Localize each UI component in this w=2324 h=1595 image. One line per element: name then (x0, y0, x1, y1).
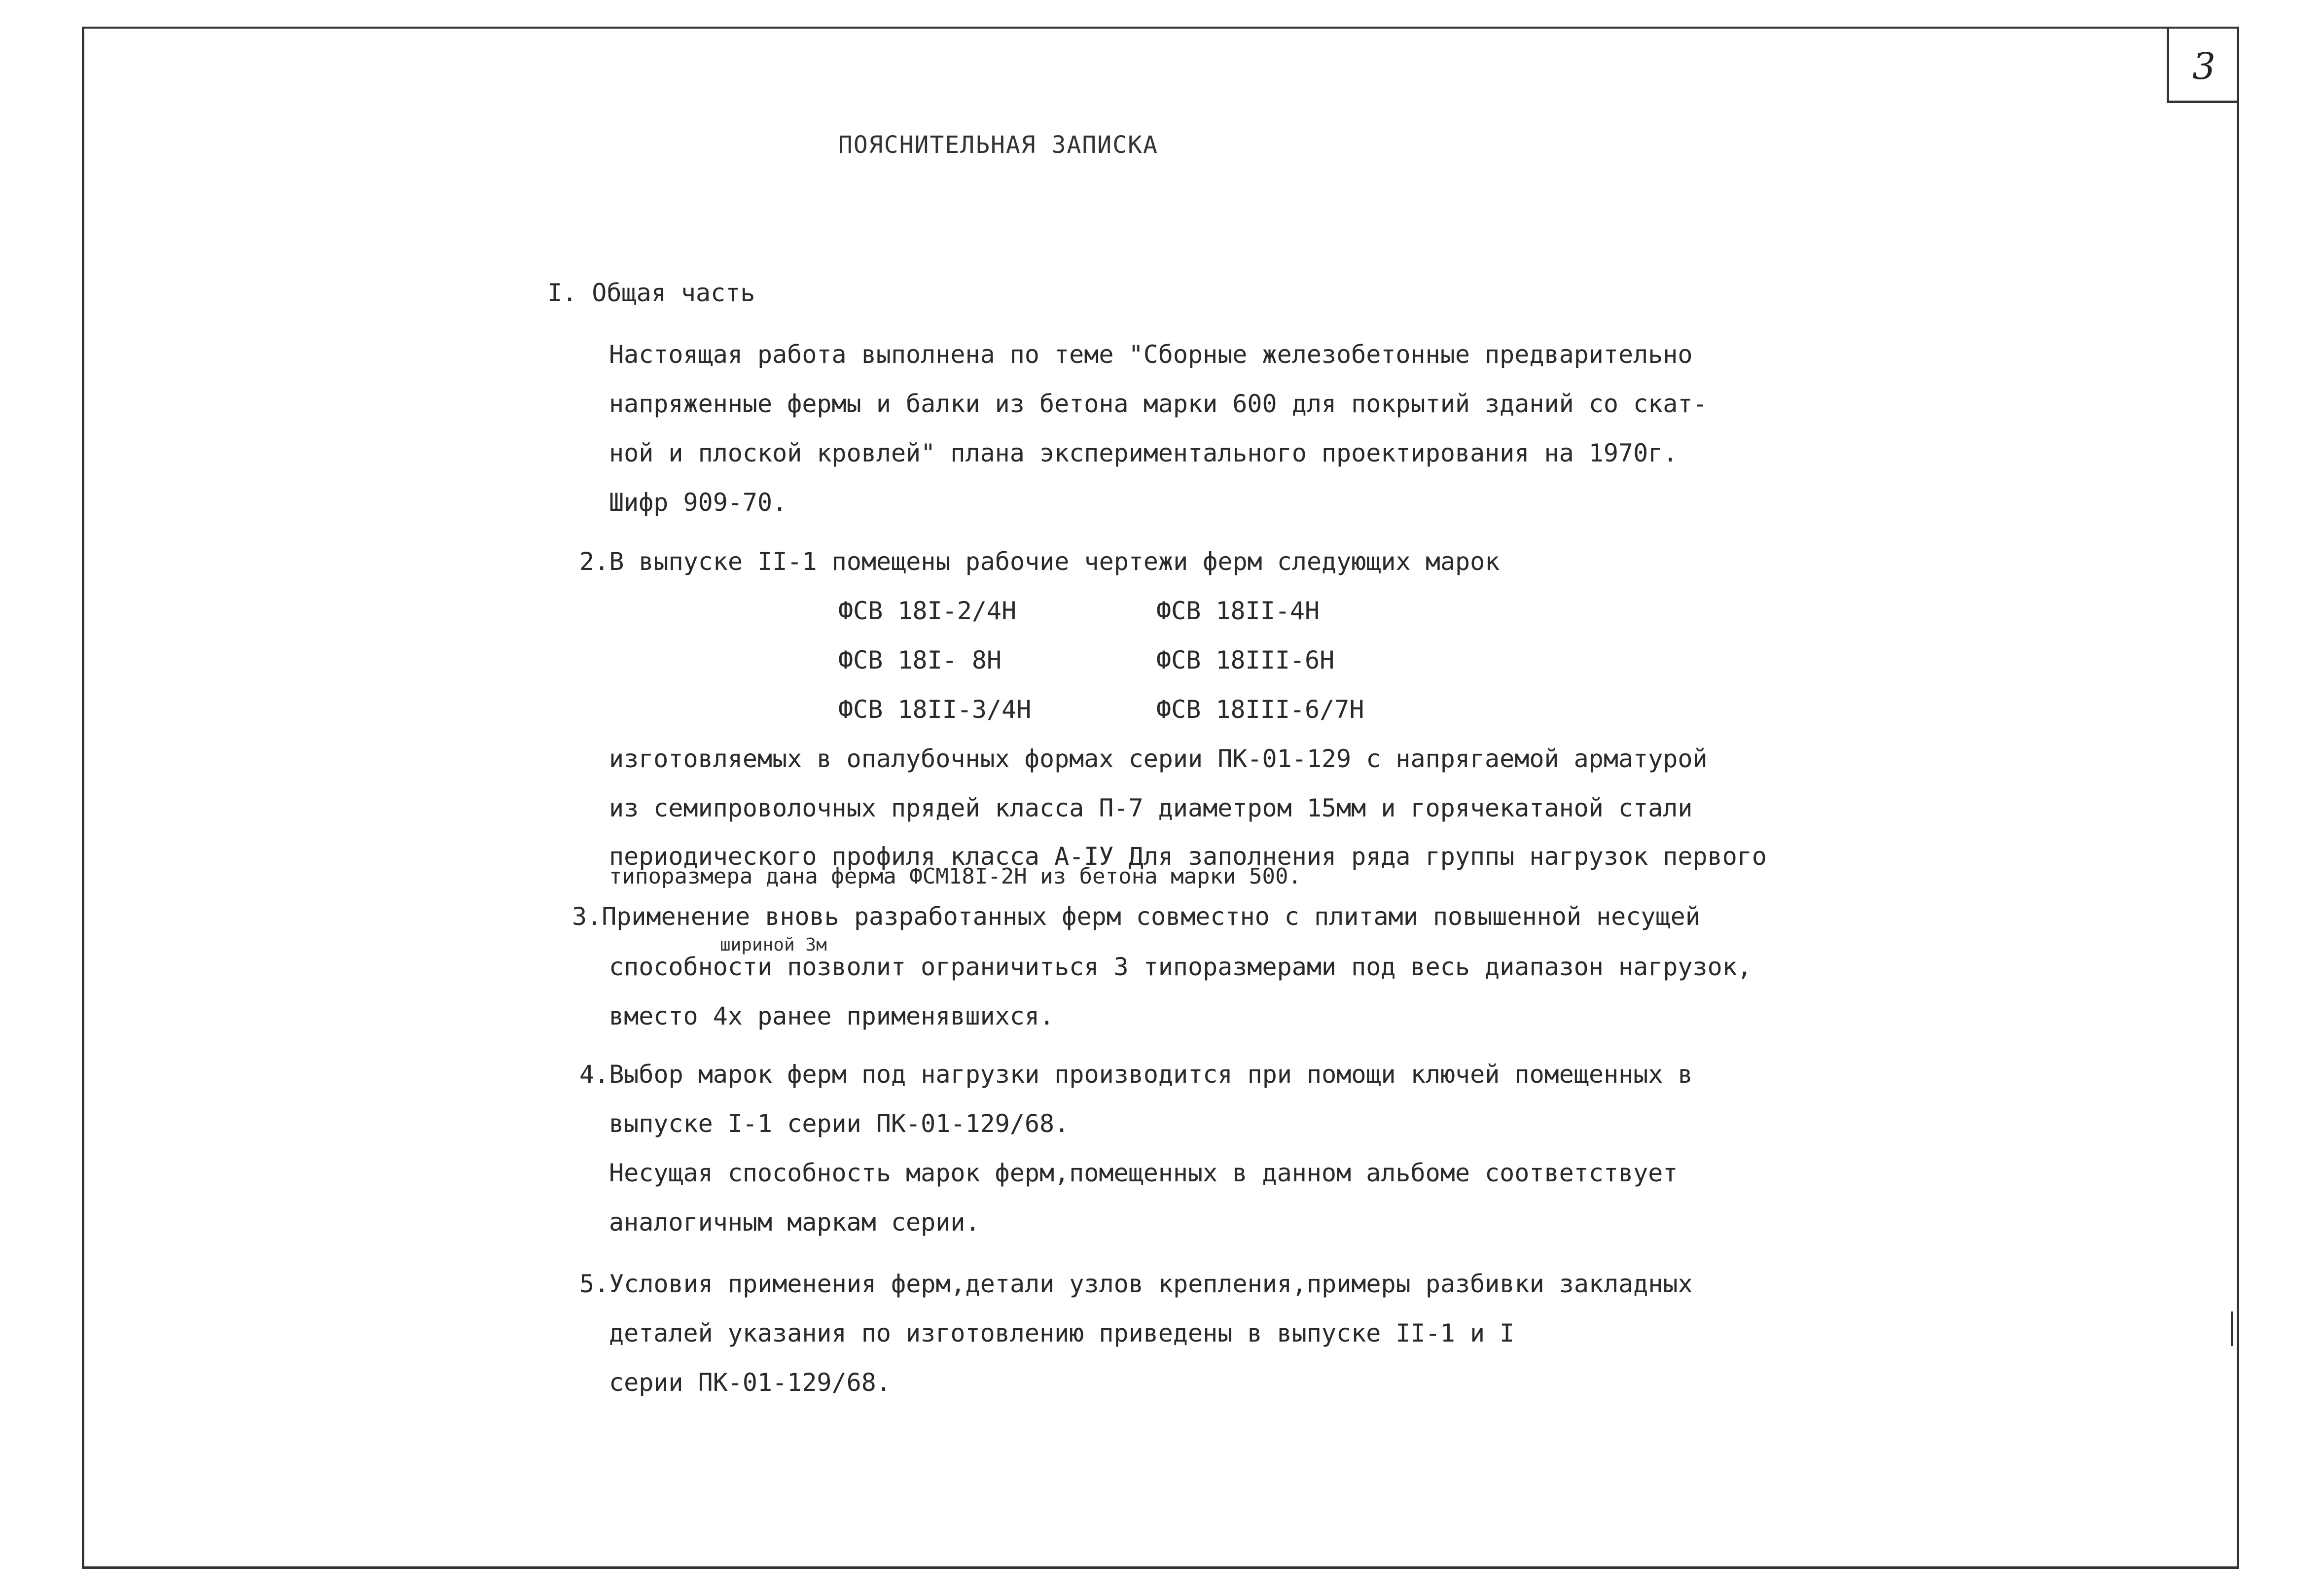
section-2-line-3: периодического профиля класса А-IУ Для заполнения ряда группы нагрузок первого (609, 842, 1767, 871)
section-5-line-1: 5.Условия применения ферм,детали узлов крепления,примеры разбивки закладных (579, 1270, 1693, 1298)
section-1-heading: I. Общая часть (547, 279, 755, 307)
truss-mark: ФСВ 18I-2/4Н (838, 597, 1017, 625)
section-4-line-4: аналогичным маркам серии. (609, 1208, 980, 1237)
truss-mark: ФСВ 18II-3/4Н (838, 695, 1032, 724)
section-4-line-1: 4.Выбор марок ферм под нагрузки производится при помощи ключей помещенных в (579, 1060, 1693, 1089)
document-title: ПОЯСНИТЕЛЬНАЯ ЗАПИСКА (838, 131, 1158, 159)
section-4-line-3: Несущая способность марок ферм,помещенных в данном альбоме соответствует (609, 1159, 1678, 1187)
section-1-line-4: Шифр 909-70. (609, 488, 787, 517)
truss-mark: ФСВ 18III-6Н (1156, 646, 1335, 674)
page-number: 3 (2192, 45, 2216, 88)
section-1-line-3: ной и плоской кровлей" плана экспериментального проектирования на 1970г. (609, 439, 1678, 467)
section-1-line-1: Настоящая работа выполнена по теме "Сборные железобетонные предварительно (609, 340, 1693, 369)
section-2-line-2: из семипроволочных прядей класса П-7 диаметром 15мм и горячекатаной стали (609, 794, 1693, 822)
section-3-line-1: 3.Применение вновь разработанных ферм совместно с плитами повышенной несущей (572, 902, 1700, 931)
section-2-overlap-line: типоразмера дана ферма ФСМ18I-2Н из бетона марки 500. (609, 864, 1301, 889)
truss-mark: ФСВ 18II-4Н (1156, 597, 1320, 625)
section-3-note: шириной 3м (720, 935, 827, 955)
section-2-intro: 2.В выпуске II-1 помещены рабочие чертежи ферм следующих марок (579, 547, 1500, 576)
section-5-line-2: деталей указания по изготовлению приведены в выпуске II-1 и I (609, 1319, 1515, 1347)
truss-mark: ФСВ 18I- 8Н (838, 646, 1002, 674)
truss-mark: ФСВ 18III-6/7Н (1156, 695, 1364, 724)
section-3-line-2: способности позволит ограничиться 3 типоразмерами под весь диапазон нагрузок, (609, 953, 1752, 981)
section-4-line-2: выпуске I-1 серии ПК-01-129/68. (609, 1109, 1070, 1138)
section-3-line-3: вместо 4х ранее применявшихся. (609, 1002, 1055, 1030)
frame-tick (2231, 1311, 2233, 1346)
section-1-line-2: напряженные фермы и балки из бетона марки 600 для покрытий зданий со скат- (609, 390, 1708, 418)
section-2-line-1: изготовляемых в опалубочных формах серии ПК-01-129 с напрягаемой арматурой (609, 744, 1708, 773)
section-5-line-3: серии ПК-01-129/68. (609, 1368, 891, 1397)
